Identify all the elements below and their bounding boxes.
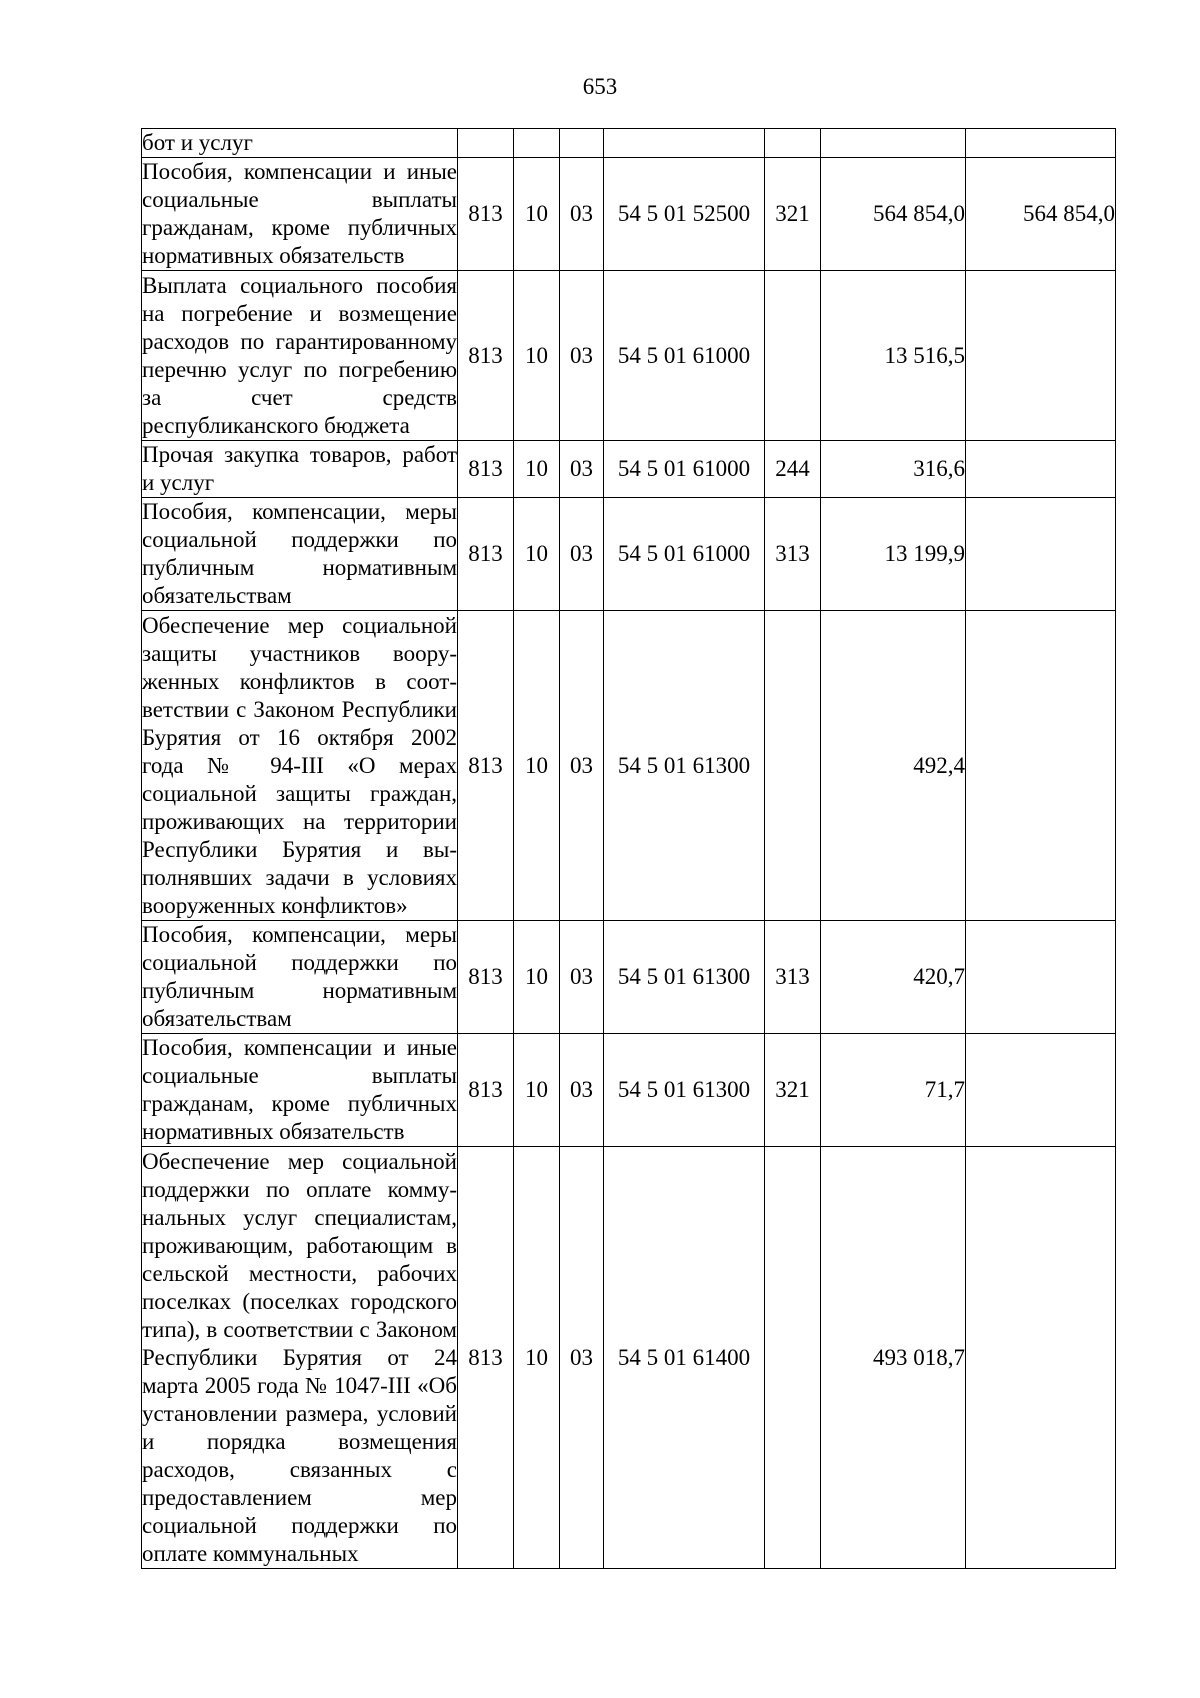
row-name: бот и услуг bbox=[142, 129, 458, 158]
subsection-code: 03 bbox=[560, 441, 604, 498]
amount-subvention bbox=[966, 1034, 1116, 1147]
expense-type-code bbox=[765, 129, 821, 158]
section-code: 10 bbox=[514, 158, 560, 271]
amount-total: 13 199,9 bbox=[821, 498, 966, 611]
expense-type-code bbox=[765, 1147, 821, 1569]
subsection-code: 03 bbox=[560, 498, 604, 611]
amount-subvention: 564 854,0 bbox=[966, 158, 1116, 271]
amount-total: 71,7 bbox=[821, 1034, 966, 1147]
ministry-code: 813 bbox=[458, 1034, 514, 1147]
ministry-code: 813 bbox=[458, 158, 514, 271]
amount-subvention bbox=[966, 1147, 1116, 1569]
page-number: 653 bbox=[582, 74, 618, 99]
table-row bbox=[142, 498, 1116, 611]
expense-type-code bbox=[765, 271, 821, 441]
amount-subvention bbox=[966, 921, 1116, 1034]
table-row bbox=[142, 158, 1116, 271]
section-code: 10 bbox=[514, 921, 560, 1034]
row-name: Пособия, компенсации, меры социальной поддержки по публичным нормативным обязательствам bbox=[142, 498, 458, 611]
target-article-code: 54 5 01 61400 bbox=[604, 1147, 765, 1569]
table-row bbox=[142, 441, 1116, 498]
section-code: 10 bbox=[514, 1147, 560, 1569]
row-name: Пособия, компенсации, меры социальной поддержки по публичным нормативным обязательствам bbox=[142, 921, 458, 1034]
row-name: Выплата социального пособия на погребение и возмещение расходов по гарантированному перечню услуг по погребению за счет средств республиканского бюджета bbox=[142, 271, 458, 441]
section-code: 10 bbox=[514, 1034, 560, 1147]
row-name: Обеспечение мер социальной поддержки по оплате коммунальных услуг специалистам, проживающим, работающим в сельской местности, рабочих поселках (поселках городского типа), в соответствии с Законом Республики Бурятия от 24 марта 2005 года № 1047-III «Об установлении размера, условий и порядка возмещения расходов, связанных с предоставлением мер социальной поддержки по оплате коммунальных bbox=[142, 1147, 458, 1569]
amount-total: 420,7 bbox=[821, 921, 966, 1034]
row-name: Пособия, компенсации и иные социальные выплаты гражданам, кроме публичных нормативных обязательств bbox=[142, 1034, 458, 1147]
expense-type-code: 313 bbox=[765, 921, 821, 1034]
section-code: 10 bbox=[514, 271, 560, 441]
section-code: 10 bbox=[514, 611, 560, 921]
row-name: Прочая закупка товаров, работ и услуг bbox=[142, 441, 458, 498]
amount-subvention bbox=[966, 498, 1116, 611]
subsection-code: 03 bbox=[560, 611, 604, 921]
table-row bbox=[142, 1147, 1116, 1569]
subsection-code: 03 bbox=[560, 1034, 604, 1147]
subsection-code: 03 bbox=[560, 921, 604, 1034]
subsection-code: 03 bbox=[560, 271, 604, 441]
table-row bbox=[142, 611, 1116, 921]
amount-subvention bbox=[966, 271, 1116, 441]
target-article-code: 54 5 01 61300 bbox=[604, 1034, 765, 1147]
budget-table bbox=[141, 128, 1116, 1569]
target-article-code bbox=[604, 129, 765, 158]
subsection-code: 03 bbox=[560, 1147, 604, 1569]
section-code: 10 bbox=[514, 498, 560, 611]
target-article-code: 54 5 01 61000 bbox=[604, 441, 765, 498]
subsection-code bbox=[560, 129, 604, 158]
row-name: Обеспечение мер социальной защиты участников вооруженных конфликтов в соответствии с Законом Республики Бурятия от 16 октября 2002 года № 94-III «О мерах социальной защиты граждан, проживающих на территории Республики Бурятия и выполнявших задачи в условиях вооруженных конфликтов» bbox=[142, 611, 458, 921]
amount-subvention bbox=[966, 611, 1116, 921]
target-article-code: 54 5 01 61300 bbox=[604, 921, 765, 1034]
amount-subvention bbox=[966, 129, 1116, 158]
ministry-code: 813 bbox=[458, 1147, 514, 1569]
ministry-code: 813 bbox=[458, 271, 514, 441]
amount-total: 13 516,5 bbox=[821, 271, 966, 441]
subsection-code: 03 bbox=[560, 158, 604, 271]
expense-type-code: 313 bbox=[765, 498, 821, 611]
section-code bbox=[514, 129, 560, 158]
expense-type-code: 321 bbox=[765, 1034, 821, 1147]
ministry-code: 813 bbox=[458, 611, 514, 921]
row-name: Пособия, компенсации и иные социальные выплаты гражданам, кроме публичных нормативных обязательств bbox=[142, 158, 458, 271]
target-article-code: 54 5 01 61000 bbox=[604, 498, 765, 611]
amount-total: 492,4 bbox=[821, 611, 966, 921]
expense-type-code: 321 bbox=[765, 158, 821, 271]
section-code: 10 bbox=[514, 441, 560, 498]
amount-total: 493 018,7 bbox=[821, 1147, 966, 1569]
amount-total bbox=[821, 129, 966, 158]
expense-type-code: 244 bbox=[765, 441, 821, 498]
table-row bbox=[142, 921, 1116, 1034]
table-row bbox=[142, 271, 1116, 441]
table-row bbox=[142, 129, 1116, 158]
target-article-code: 54 5 01 61300 bbox=[604, 611, 765, 921]
ministry-code: 813 bbox=[458, 441, 514, 498]
amount-total: 316,6 bbox=[821, 441, 966, 498]
ministry-code: 813 bbox=[458, 498, 514, 611]
target-article-code: 54 5 01 52500 bbox=[604, 158, 765, 271]
ministry-code bbox=[458, 129, 514, 158]
target-article-code: 54 5 01 61000 bbox=[604, 271, 765, 441]
table-row bbox=[142, 1034, 1116, 1147]
ministry-code: 813 bbox=[458, 921, 514, 1034]
expense-type-code bbox=[765, 611, 821, 921]
amount-total: 564 854,0 bbox=[821, 158, 966, 271]
amount-subvention bbox=[966, 441, 1116, 498]
